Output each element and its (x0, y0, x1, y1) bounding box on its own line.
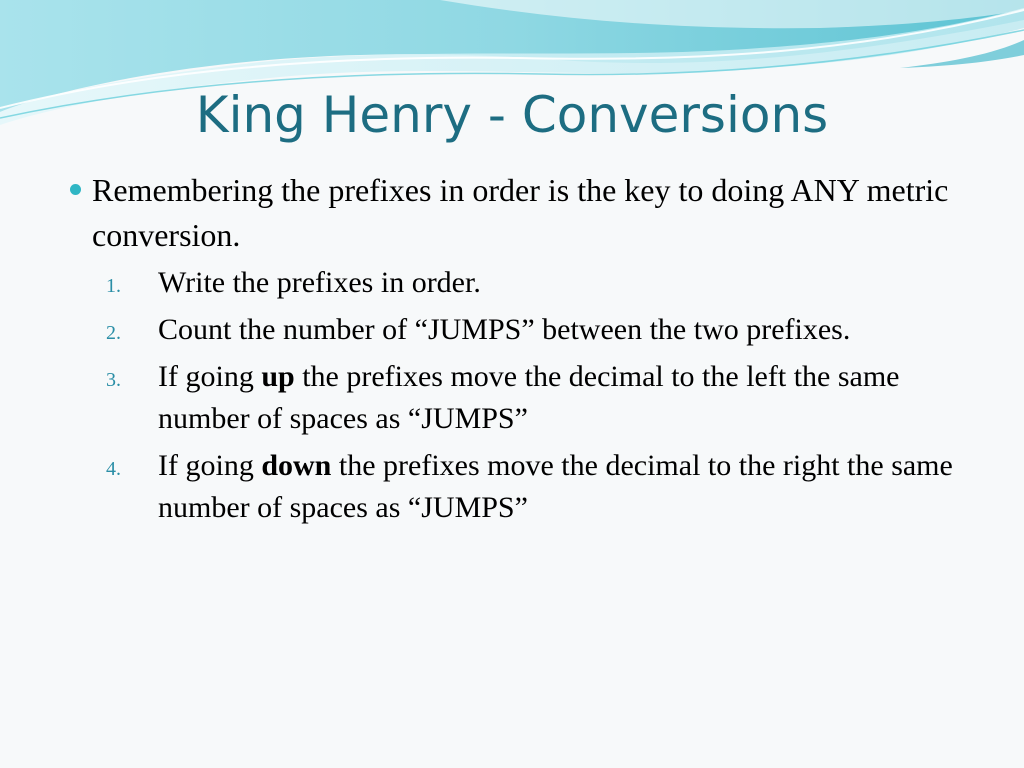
step-text-before: If going (158, 449, 262, 482)
step-emphasis-up: up (261, 360, 295, 393)
slide-body (62, 168, 962, 534)
step-emphasis-down: down (261, 449, 332, 482)
step-item (62, 356, 962, 440)
step-text: Write the prefixes in order. (158, 266, 481, 299)
main-bullet-text: Remembering the prefixes in order is the key to doing ANY metric conversion. (92, 172, 949, 253)
step-text-after: the prefixes move the decimal to the right the same number of spaces as “JUMPS” (158, 449, 953, 524)
main-bullet-item (62, 168, 962, 258)
step-item (62, 445, 962, 529)
steps-list (62, 262, 962, 529)
step-number: 2. (106, 322, 121, 344)
step-number: 4. (106, 458, 121, 480)
step-number: 3. (106, 369, 121, 391)
step-number: 1. (106, 275, 121, 297)
step-item (62, 309, 962, 351)
step-text-after: the prefixes move the decimal to the left the same number of spaces as “JUMPS” (158, 360, 900, 435)
slide-title: King Henry - Conversions (195, 86, 829, 144)
step-text: Count the number of “JUMPS” between the two prefixes. (158, 313, 851, 346)
step-item (62, 262, 962, 304)
step-text-before: If going (158, 360, 262, 393)
bullet-icon (70, 184, 81, 195)
